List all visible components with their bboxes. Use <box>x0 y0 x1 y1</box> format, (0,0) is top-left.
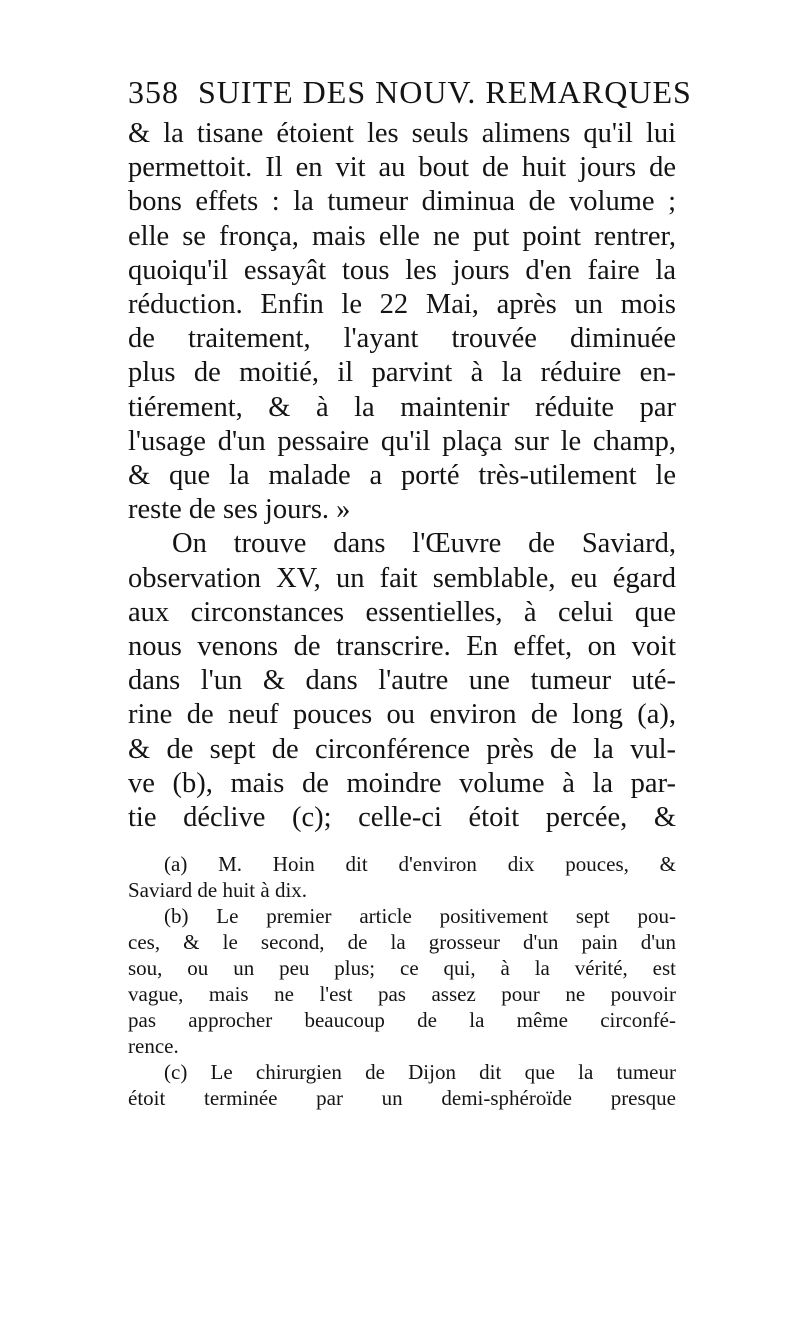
text-line: plus de moitié, il parvint à la réduire en- <box>128 357 676 389</box>
text-line: ve (b), mais de moindre volume à la par- <box>128 767 676 799</box>
text-line: de traitement, l'ayant trouvée diminuée <box>128 323 676 355</box>
text-line: & de sept de circonférence près de la vul- <box>128 733 676 765</box>
text-line: bons effets : la tumeur diminua de volume ; <box>128 186 676 218</box>
text-line: quoiqu'il essayât tous les jours d'en faire la <box>128 254 676 286</box>
footnote-c: (c) Le chirurgien de Dijon dit que la tumeur <box>164 1060 676 1084</box>
footnote-line: rence. <box>128 1034 179 1058</box>
footnote-a: (a) M. Hoin dit d'environ dix pouces, & <box>164 852 676 876</box>
text-line: tiérement, & à la maintenir réduite par <box>128 391 676 423</box>
footnote-b: (b) Le premier article positivement sept pou- <box>164 904 676 928</box>
page-number: 358 <box>128 74 179 110</box>
text-line: reste de ses jours. » <box>128 494 351 526</box>
text-line: aux circonstances essentielles, à celui que <box>128 596 676 628</box>
main-text <box>128 117 676 835</box>
text-line: observation XV, un fait semblable, eu égard <box>128 562 676 594</box>
text-line: tie déclive (c); celle-ci étoit percée, & <box>128 802 676 834</box>
text-line: réduction. Enfin le 22 Mai, après un mois <box>128 289 676 321</box>
footnote-line: sou, ou un peu plus; ce qui, à la vérité, est <box>128 956 676 980</box>
text-line: & que la malade a porté très-utilement le <box>128 460 676 492</box>
footnotes <box>128 851 676 1111</box>
text-line: & la tisane étoient les seuls alimens qu'il lui <box>128 118 676 149</box>
footnote-line: étoit terminée par un demi-sphéroïde presque <box>128 1086 676 1110</box>
paragraph-start-line: On trouve dans l'Œuvre de Saviard, <box>172 528 676 560</box>
text-line: permettoit. Il en vit au bout de huit jours de <box>128 152 676 184</box>
footnote-line: ces, & le second, de la grosseur d'un pain d'un <box>128 930 676 954</box>
footnote-line: Saviard de huit à dix. <box>128 878 308 902</box>
page-header <box>128 72 692 112</box>
text-line: nous venons de transcrire. En effet, on voit <box>128 631 676 663</box>
text-line: elle se fronça, mais elle ne put point rentrer, <box>128 220 676 252</box>
footnote-line: pas approcher beaucoup de la même circonfé- <box>128 1008 676 1032</box>
text-line: rine de neuf pouces ou environ de long (a), <box>128 699 676 731</box>
text-line: l'usage d'un pessaire qu'il plaça sur le champ, <box>128 425 676 457</box>
running-title: SUITE DES NOUV. REMARQUES <box>198 74 692 110</box>
footnote-line: vague, mais ne l'est pas assez pour ne pouvoir <box>128 982 676 1006</box>
text-line: dans l'un & dans l'autre une tumeur uté- <box>128 665 676 697</box>
